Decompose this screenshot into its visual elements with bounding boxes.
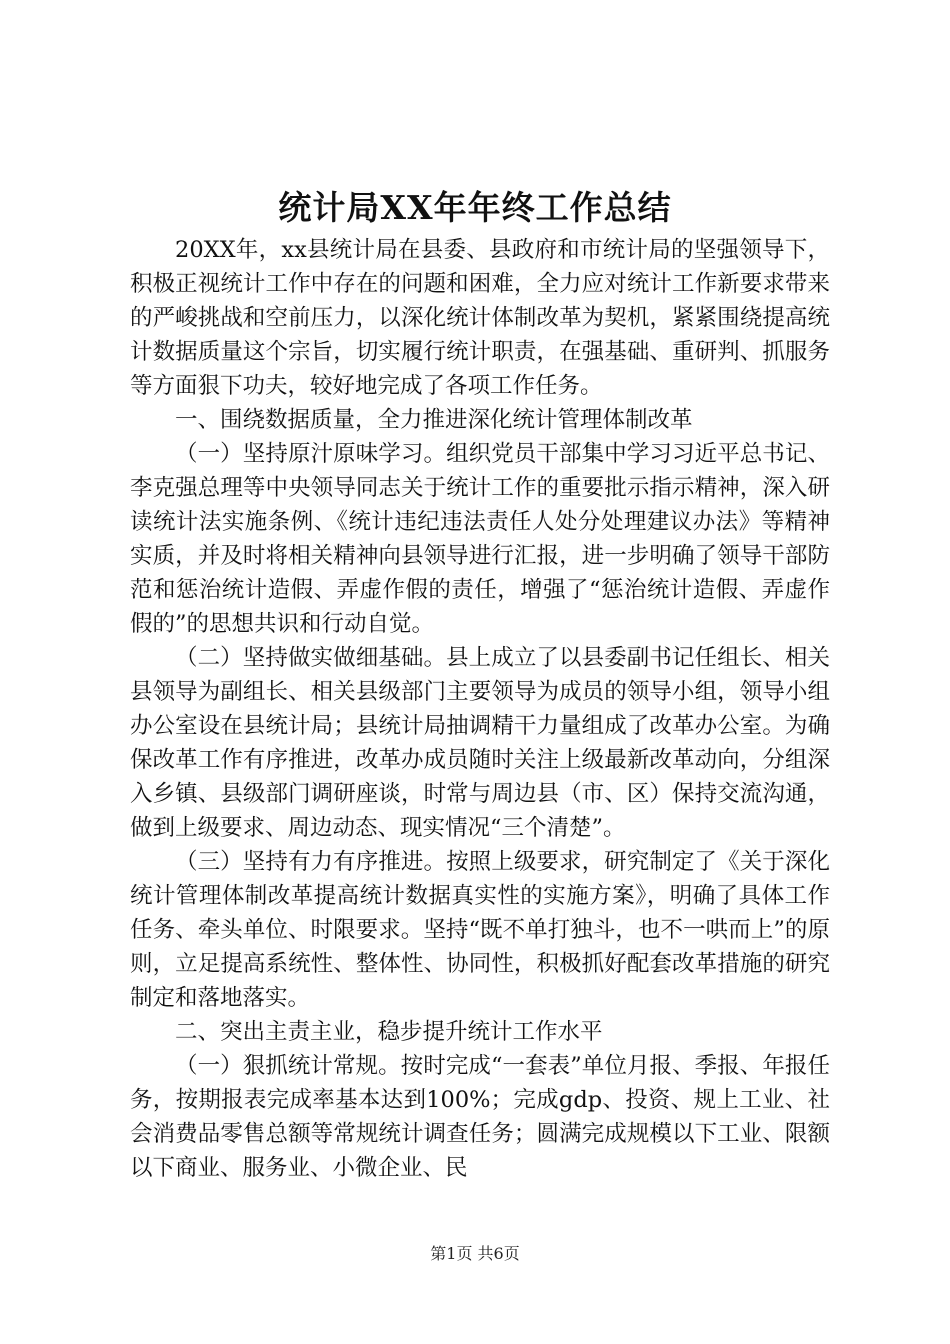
document-body bbox=[130, 233, 830, 1185]
paragraph-1-3: （三）坚持有力有序推进。按照上级要求，研究制定了《关于深化统计管理体制改革提高统计数据真实性的实施方案》，明确了具体工作任务、牵头单位、时限要求。坚持“既不单打独斗，也不一哄而上”的原则，立足提高系统性、整体性、协同性，积极抓好配套改革措施的研究制定和落地落实。 bbox=[130, 849, 830, 1011]
section-heading-1: 一、围绕数据质量，全力推进深化统计管理体制改革 bbox=[175, 407, 693, 433]
paragraph-1-2: （二）坚持做实做细基础。县上成立了以县委副书记任组长、相关县领导为副组长、相关县级部门主要领导为成员的领导小组，领导小组办公室设在县统计局；县统计局抽调精干力量组成了改革办公室。为确保改革工作有序推进，改革办成员随时关注上级最新改革动向，分组深入乡镇、县级部门调研座谈，时常与周边县（市、区）保持交流沟通，做到上级要求、周边动态、现实情况“三个清楚”。 bbox=[130, 645, 830, 841]
paragraph-1-1: （一）坚持原汁原味学习。组织党员干部集中学习习近平总书记、李克强总理等中央领导同志关于统计工作的重要批示指示精神，深入研读统计法实施条例、《统计违纪违法责任人处分处理建议办法》等精神实质，并及时将相关精神向县领导进行汇报，进一步明确了领导干部防范和惩治统计造假、弄虚作假的责任，增强了“惩治统计造假、弄虚作假的”的思想共识和行动自觉。 bbox=[130, 441, 830, 637]
page-footer: 第1页 共6页 bbox=[430, 1244, 520, 1263]
paragraph-2-1: （一）狠抓统计常规。按时完成“一套表”单位月报、季报、年报任务，按期报表完成率基本达到100%；完成gdp、投资、规上工业、社会消费品零售总额等常规统计调查任务；圆满完成规模以下工业、限额以下商业、服务业、小微企业、民 bbox=[130, 1053, 830, 1181]
paragraph-intro: 20XX年，xx县统计局在县委、县政府和市统计局的坚强领导下，积极正视统计工作中存在的问题和困难，全力应对统计工作新要求带来的严峻挑战和空前压力，以深化统计体制改革为契机，紧紧围绕提高统计数据质量这个宗旨，切实履行统计职责，在强基础、重研判、抓服务等方面狠下功夫，较好地完成了各项工作任务。 bbox=[130, 237, 830, 399]
section-heading-2: 二、突出主责主业，稳步提升统计工作水平 bbox=[175, 1019, 603, 1045]
page-title: 统计局XX年年终工作总结 bbox=[278, 188, 672, 227]
